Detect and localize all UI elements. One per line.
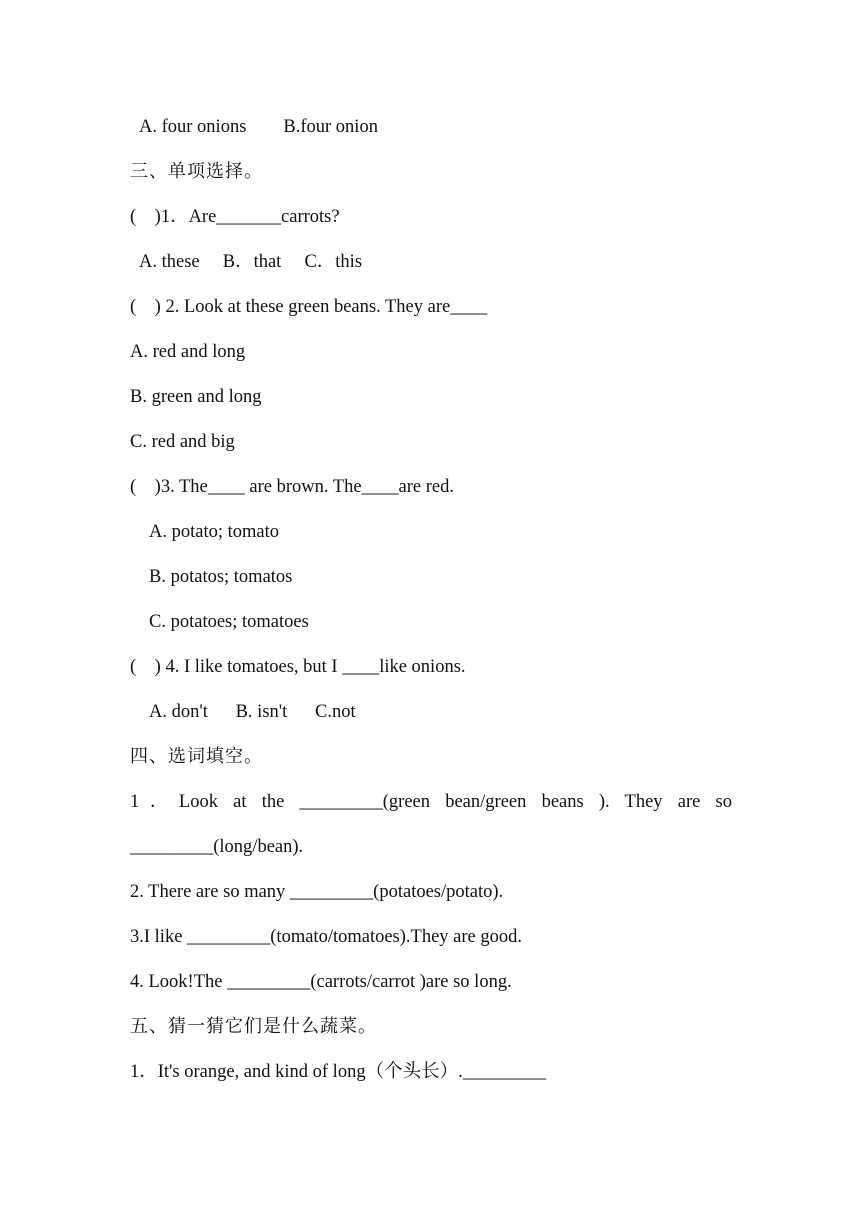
q3-3-option-b: B. potatos; tomatos <box>149 567 293 587</box>
q4-2: 2. There are so many _________(potatoes/potato). <box>130 882 504 902</box>
q3-2-option-c: C. red and big <box>130 432 235 452</box>
q4-1-line-1: 1．Look at the _________(green bean/green beans ). They are so <box>130 792 732 812</box>
q3-3-option-a: A. potato; tomato <box>149 522 279 542</box>
section-five-heading: 五、猜一猜它们是什么蔬菜。 <box>130 1016 377 1037</box>
q5-1: 1．It's orange, and kind of long（个头长）._________ <box>130 1062 546 1082</box>
q3-4-stem: ( ) 4. I like tomatoes, but I ____like onions. <box>130 657 466 677</box>
q3-2-stem: ( ) 2. Look at these green beans. They are____ <box>130 297 488 317</box>
section-three-heading: 三、单项选择。 <box>130 161 263 182</box>
q3-1-options: A. these B．that C．this <box>139 252 363 272</box>
section-four-heading: 四、选词填空。 <box>130 746 263 767</box>
q3-1-stem: ( )1．Are_______carrots? <box>130 207 340 227</box>
q3-3-option-c: C. potatoes; tomatoes <box>149 612 309 632</box>
q3-2-option-b: B. green and long <box>130 387 262 407</box>
q4-3: 3.I like _________(tomato/tomatoes).They are good. <box>130 927 523 947</box>
q3-3-stem: ( )3. The____ are brown. The____are red. <box>130 477 454 497</box>
q3-4-options: A. don't B. isn't C.not <box>149 702 356 722</box>
q-prev-options: A. four onions B.four onion <box>139 117 378 137</box>
q3-2-option-a: A. red and long <box>130 342 246 362</box>
q4-4: 4. Look!The _________(carrots/carrot )are so long. <box>130 972 512 992</box>
q4-1-line-2: _________(long/bean). <box>130 837 304 857</box>
